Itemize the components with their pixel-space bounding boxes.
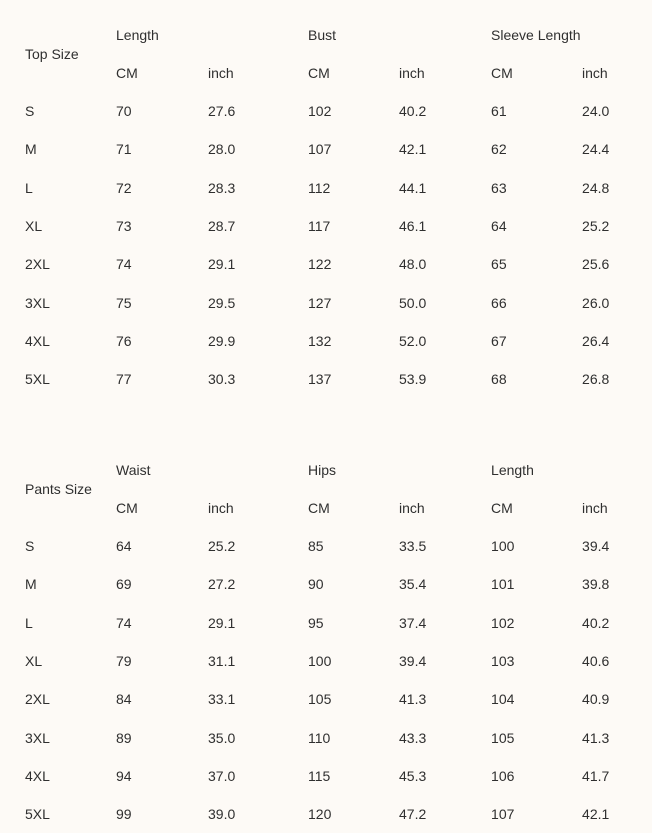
pants-measurement-cell: 100 bbox=[308, 653, 332, 670]
top-measurement-cell: 73 bbox=[116, 218, 132, 235]
pants-measurement-cell: 79 bbox=[116, 653, 132, 670]
pants-measurement-cell: 104 bbox=[491, 691, 515, 708]
pants-measurement-cell: 69 bbox=[116, 576, 132, 593]
top-measurement-cell: 29.9 bbox=[208, 332, 236, 349]
top-measurement-cell: 117 bbox=[308, 218, 331, 235]
pants-measurement-cell: 103 bbox=[491, 653, 515, 670]
top-measurement-cell: 67 bbox=[491, 332, 507, 349]
top-size-rows bbox=[25, 92, 645, 398]
top-size-label: L bbox=[25, 179, 33, 196]
pants-measurement-cell: 35.4 bbox=[399, 576, 427, 593]
top-measurement-cell: 46.1 bbox=[399, 218, 427, 235]
pants-measurement-cell: 107 bbox=[491, 806, 515, 823]
pants-size-label: S bbox=[25, 538, 35, 555]
top-unit-header: inch bbox=[208, 65, 234, 81]
pants-unit-header: CM bbox=[308, 500, 330, 516]
pants-size-label: 4XL bbox=[25, 767, 50, 784]
pants-measurement-cell: 94 bbox=[116, 767, 132, 784]
top-group-bust-header: Bust bbox=[308, 27, 337, 43]
pants-measurement-cell: 41.3 bbox=[399, 691, 427, 708]
top-measurement-cell: 30.3 bbox=[208, 371, 236, 388]
top-measurement-cell: 42.1 bbox=[399, 141, 427, 158]
pants-unit-header: inch bbox=[582, 500, 608, 516]
pants-measurement-cell: 40.6 bbox=[582, 653, 610, 670]
pants-measurement-cell: 29.1 bbox=[208, 614, 236, 631]
top-measurement-cell: 28.0 bbox=[208, 141, 236, 158]
pants-measurement-cell: 120 bbox=[308, 806, 332, 823]
pants-unit-header: CM bbox=[491, 500, 513, 516]
pants-measurement-cell: 33.1 bbox=[208, 691, 236, 708]
pants-measurement-cell: 95 bbox=[308, 614, 324, 631]
top-measurement-cell: 68 bbox=[491, 371, 507, 388]
top-unit-header: CM bbox=[491, 65, 513, 81]
top-size-table bbox=[25, 16, 645, 398]
pants-measurement-cell: 100 bbox=[491, 538, 515, 555]
top-measurement-cell: 102 bbox=[308, 103, 332, 120]
pants-size-title: Pants Size bbox=[25, 481, 92, 497]
top-measurement-cell: 112 bbox=[308, 179, 331, 196]
top-measurement-cell: 71 bbox=[116, 141, 132, 158]
pants-table-row bbox=[25, 565, 645, 603]
top-measurement-cell: 44.1 bbox=[399, 179, 427, 196]
pants-measurement-cell: 41.3 bbox=[582, 729, 610, 746]
top-measurement-cell: 40.2 bbox=[399, 103, 427, 120]
pants-measurement-cell: 40.2 bbox=[582, 614, 610, 631]
pants-unit-header: inch bbox=[208, 500, 234, 516]
top-measurement-cell: 28.3 bbox=[208, 179, 236, 196]
top-table-row bbox=[25, 169, 645, 207]
pants-measurement-cell: 39.8 bbox=[582, 576, 610, 593]
pants-measurement-cell: 37.0 bbox=[208, 767, 236, 784]
pants-group-header-row bbox=[25, 451, 645, 489]
top-measurement-cell: 24.0 bbox=[582, 103, 610, 120]
top-measurement-cell: 132 bbox=[308, 332, 332, 349]
top-measurement-cell: 76 bbox=[116, 332, 132, 349]
top-measurement-cell: 74 bbox=[116, 256, 132, 273]
pants-table-row bbox=[25, 718, 645, 756]
pants-measurement-cell: 105 bbox=[491, 729, 515, 746]
top-measurement-cell: 64 bbox=[491, 218, 507, 235]
top-group-header-row bbox=[25, 16, 645, 54]
pants-measurement-cell: 74 bbox=[116, 614, 132, 631]
pants-table-row bbox=[25, 527, 645, 565]
top-measurement-cell: 72 bbox=[116, 179, 132, 196]
pants-unit-header: CM bbox=[116, 500, 138, 516]
top-measurement-cell: 65 bbox=[491, 256, 507, 273]
top-unit-header: inch bbox=[582, 65, 608, 81]
pants-measurement-cell: 47.2 bbox=[399, 806, 427, 823]
pants-measurement-cell: 42.1 bbox=[582, 806, 610, 823]
top-group-sleeve-length-header: Sleeve Length bbox=[491, 27, 581, 43]
pants-measurement-cell: 39.4 bbox=[582, 538, 610, 555]
pants-measurement-cell: 40.9 bbox=[582, 691, 610, 708]
pants-group-length-header: Length bbox=[491, 462, 534, 478]
top-size-label: 3XL bbox=[25, 294, 50, 311]
top-table-row bbox=[25, 360, 645, 398]
top-unit-header: CM bbox=[116, 65, 138, 81]
top-measurement-cell: 26.4 bbox=[582, 332, 610, 349]
pants-measurement-cell: 115 bbox=[308, 767, 331, 784]
pants-measurement-cell: 31.1 bbox=[208, 653, 236, 670]
pants-unit-header: inch bbox=[399, 500, 425, 516]
top-measurement-cell: 77 bbox=[116, 371, 132, 388]
top-measurement-cell: 75 bbox=[116, 294, 132, 311]
pants-measurement-cell: 101 bbox=[491, 576, 515, 593]
pants-measurement-cell: 89 bbox=[116, 729, 132, 746]
pants-size-label: M bbox=[25, 576, 37, 593]
top-size-label: 5XL bbox=[25, 371, 50, 388]
pants-measurement-cell: 85 bbox=[308, 538, 324, 555]
pants-measurement-cell: 64 bbox=[116, 538, 132, 555]
top-measurement-cell: 52.0 bbox=[399, 332, 427, 349]
pants-table-row bbox=[25, 604, 645, 642]
pants-size-label: 5XL bbox=[25, 806, 50, 823]
pants-measurement-cell: 99 bbox=[116, 806, 132, 823]
pants-measurement-cell: 39.4 bbox=[399, 653, 427, 670]
top-measurement-cell: 29.1 bbox=[208, 256, 236, 273]
top-measurement-cell: 107 bbox=[308, 141, 332, 158]
top-size-label: S bbox=[25, 103, 35, 120]
top-measurement-cell: 122 bbox=[308, 256, 332, 273]
top-table-row bbox=[25, 207, 645, 245]
pants-measurement-cell: 25.2 bbox=[208, 538, 236, 555]
top-size-label: 2XL bbox=[25, 256, 50, 273]
pants-measurement-cell: 33.5 bbox=[399, 538, 427, 555]
pants-size-table bbox=[25, 451, 645, 833]
top-measurement-cell: 24.4 bbox=[582, 141, 610, 158]
top-measurement-cell: 24.8 bbox=[582, 179, 610, 196]
top-size-label: M bbox=[25, 141, 37, 158]
top-table-row bbox=[25, 130, 645, 168]
top-table-row bbox=[25, 92, 645, 130]
top-measurement-cell: 27.6 bbox=[208, 103, 236, 120]
top-table-row bbox=[25, 245, 645, 283]
top-measurement-cell: 70 bbox=[116, 103, 132, 120]
top-table-row bbox=[25, 322, 645, 360]
top-measurement-cell: 26.0 bbox=[582, 294, 610, 311]
pants-measurement-cell: 84 bbox=[116, 691, 132, 708]
top-measurement-cell: 62 bbox=[491, 141, 507, 158]
top-unit-header: CM bbox=[308, 65, 330, 81]
top-measurement-cell: 61 bbox=[491, 103, 507, 120]
top-measurement-cell: 48.0 bbox=[399, 256, 427, 273]
pants-measurement-cell: 110 bbox=[308, 729, 331, 746]
top-measurement-cell: 53.9 bbox=[399, 371, 427, 388]
top-size-label: XL bbox=[25, 218, 43, 235]
top-size-label: 4XL bbox=[25, 332, 50, 349]
top-measurement-cell: 50.0 bbox=[399, 294, 427, 311]
pants-measurement-cell: 27.2 bbox=[208, 576, 236, 593]
pants-size-rows bbox=[25, 527, 645, 833]
pants-measurement-cell: 41.7 bbox=[582, 767, 610, 784]
pants-size-label: 2XL bbox=[25, 691, 50, 708]
top-measurement-cell: 28.7 bbox=[208, 218, 236, 235]
pants-measurement-cell: 43.3 bbox=[399, 729, 427, 746]
pants-table-row bbox=[25, 642, 645, 680]
top-measurement-cell: 127 bbox=[308, 294, 332, 311]
pants-table-row bbox=[25, 680, 645, 718]
pants-table-row bbox=[25, 757, 645, 795]
pants-measurement-cell: 37.4 bbox=[399, 614, 427, 631]
pants-group-waist-header: Waist bbox=[116, 462, 151, 478]
pants-size-label: 3XL bbox=[25, 729, 50, 746]
pants-group-hips-header: Hips bbox=[308, 462, 337, 478]
pants-table-row bbox=[25, 795, 645, 833]
pants-measurement-cell: 105 bbox=[308, 691, 332, 708]
top-measurement-cell: 63 bbox=[491, 179, 507, 196]
pants-measurement-cell: 90 bbox=[308, 576, 324, 593]
pants-size-label: L bbox=[25, 614, 33, 631]
top-measurement-cell: 25.6 bbox=[582, 256, 610, 273]
top-size-title: Top Size bbox=[25, 46, 79, 62]
top-group-length-header: Length bbox=[116, 27, 159, 43]
pants-measurement-cell: 39.0 bbox=[208, 806, 236, 823]
pants-unit-header-row bbox=[25, 489, 645, 527]
top-measurement-cell: 137 bbox=[308, 371, 332, 388]
pants-measurement-cell: 35.0 bbox=[208, 729, 236, 746]
top-unit-header-row bbox=[25, 54, 645, 92]
top-table-row bbox=[25, 283, 645, 321]
top-unit-header: inch bbox=[399, 65, 425, 81]
top-measurement-cell: 25.2 bbox=[582, 218, 610, 235]
top-measurement-cell: 66 bbox=[491, 294, 507, 311]
pants-size-label: XL bbox=[25, 653, 43, 670]
top-measurement-cell: 26.8 bbox=[582, 371, 610, 388]
pants-measurement-cell: 106 bbox=[491, 767, 515, 784]
top-measurement-cell: 29.5 bbox=[208, 294, 236, 311]
pants-measurement-cell: 102 bbox=[491, 614, 515, 631]
pants-measurement-cell: 45.3 bbox=[399, 767, 427, 784]
